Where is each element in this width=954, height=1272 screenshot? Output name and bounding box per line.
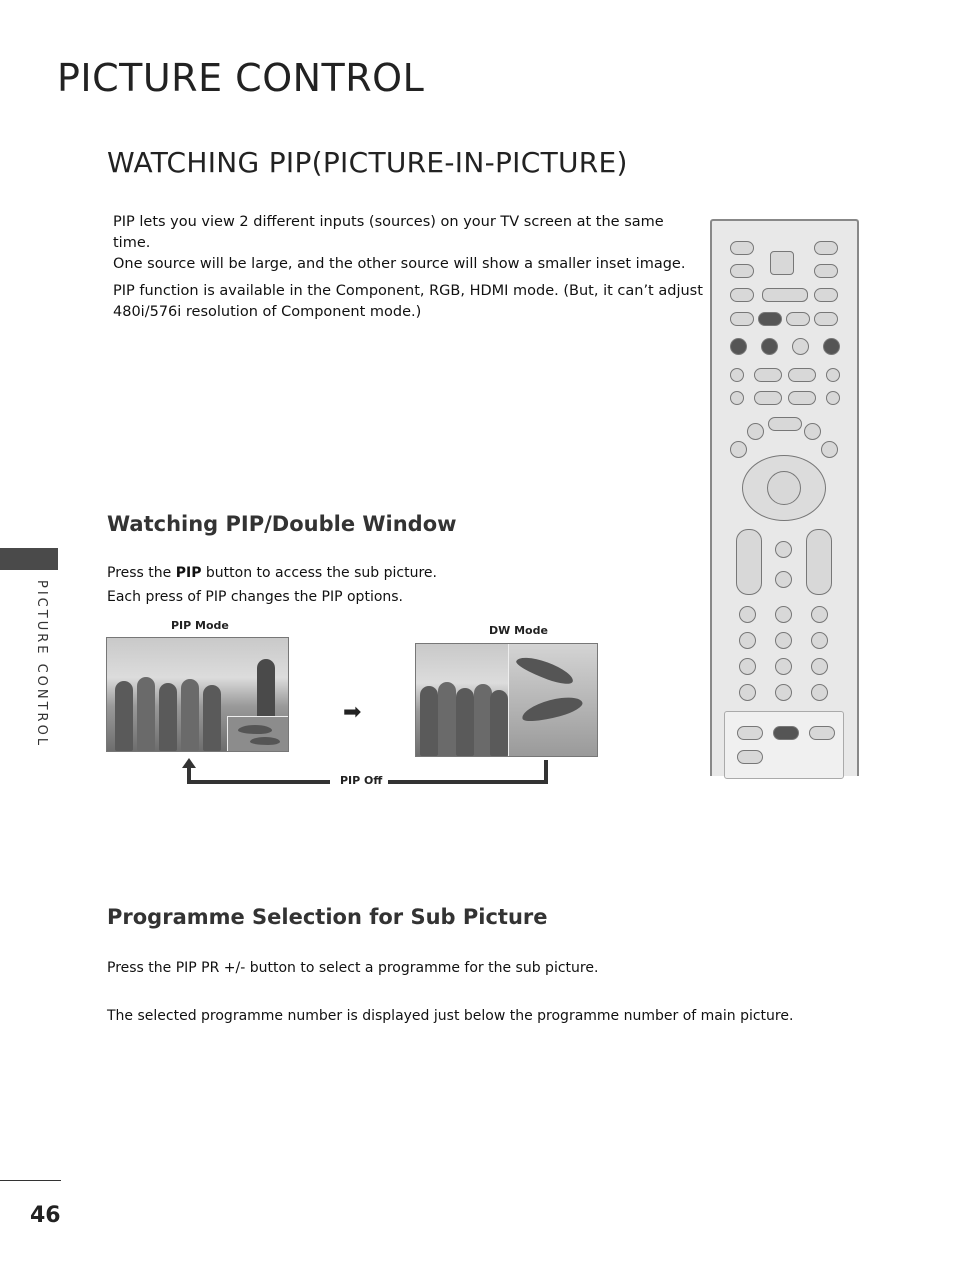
remote-button (814, 288, 838, 302)
number-button (811, 632, 828, 649)
skip-back-button (730, 391, 744, 405)
remote-button (821, 441, 838, 458)
input-button (730, 264, 754, 278)
intro-line: PIP lets you view 2 different inputs (sources) on your TV screen at the same time. (113, 214, 664, 251)
pause-button (788, 368, 816, 382)
remote-button (775, 541, 792, 558)
skip-forward-button (826, 391, 840, 405)
number-button (811, 684, 828, 701)
page-title: PICTURE CONTROL (57, 56, 425, 100)
remote-button (730, 241, 754, 255)
menu-button (768, 417, 802, 431)
remote-button (730, 288, 754, 302)
intro-paragraph-2 (113, 281, 703, 323)
dw-mode-caption: DW Mode (489, 624, 548, 637)
power-button (770, 251, 794, 275)
pip-off-caption: PIP Off (340, 774, 383, 787)
intro-line: One source will be large, and the other source will show a smaller inset image. (113, 256, 686, 272)
pip-input-button (737, 750, 763, 764)
intro-paragraph-1 (113, 212, 703, 275)
remote-button (804, 423, 821, 440)
dw-right-picture (508, 644, 598, 756)
remote-button (730, 441, 747, 458)
number-button (739, 632, 756, 649)
record-button (826, 368, 840, 382)
right-arrow-icon: ➡ (343, 700, 362, 725)
remote-control-illustration (710, 219, 859, 776)
programme-section-title: Programme Selection for Sub Picture (107, 905, 548, 929)
side-tab-label: PICTURE CONTROL (34, 580, 49, 749)
pip-instructions (107, 561, 437, 609)
intro-line: PIP function is available in the Component, RGB, HDMI mode. (But, it can’t adjust (113, 283, 703, 299)
number-button (775, 606, 792, 623)
page-number: 46 (30, 1203, 61, 1228)
pip-section-title: Watching PIP/Double Window (107, 512, 457, 536)
mute-button (775, 571, 792, 588)
number-button (775, 632, 792, 649)
remote-button (730, 312, 754, 326)
rewind-button (754, 391, 782, 405)
pip-button-group (724, 711, 844, 779)
number-button (775, 684, 792, 701)
intro-line: 480i/576i resolution of Component mode.) (113, 304, 422, 320)
pip-instruction-line-1 (107, 561, 437, 585)
remote-button (747, 423, 764, 440)
number-button (739, 684, 756, 701)
pip-mode-caption: PIP Mode (171, 619, 229, 632)
colour-button (730, 338, 747, 355)
volume-rocker (736, 529, 762, 595)
brightness-button (762, 288, 808, 302)
pip-pr-plus-button (809, 726, 835, 740)
pip-instruction-line-2: Each press of PIP changes the PIP options. (107, 589, 404, 605)
colour-button (792, 338, 809, 355)
remote-button (758, 312, 782, 326)
inset-picture (227, 716, 289, 752)
number-button (811, 606, 828, 623)
pip-mode-image (106, 637, 289, 752)
remote-button (786, 312, 810, 326)
text-prefix: Press the (107, 565, 176, 581)
colour-button (761, 338, 778, 355)
footer-rule (0, 1180, 61, 1181)
number-button (775, 658, 792, 675)
fast-forward-button (788, 391, 816, 405)
remote-button (814, 264, 838, 278)
number-button (739, 606, 756, 623)
programme-instruction-2: The selected programme number is displayed just below the programme number of main picture. (107, 1008, 794, 1024)
pip-button (737, 726, 763, 740)
dw-mode-image (415, 643, 598, 757)
programme-rocker (806, 529, 832, 595)
side-tab-marker (0, 548, 58, 570)
section-title: WATCHING PIP(PICTURE-IN-PICTURE) (107, 146, 628, 179)
pip-pr-minus-button (773, 726, 799, 740)
play-button (754, 368, 782, 382)
number-button (739, 658, 756, 675)
text-suffix: button to access the sub picture. (201, 565, 437, 581)
number-button (811, 658, 828, 675)
pip-button-label: PIP (175, 565, 202, 581)
remote-button (814, 312, 838, 326)
dw-left-picture (416, 644, 507, 756)
stop-button (730, 368, 744, 382)
colour-button (823, 338, 840, 355)
remote-button (814, 241, 838, 255)
ok-button (767, 471, 801, 505)
programme-instruction-1: Press the PIP PR +/- button to select a programme for the sub picture. (107, 960, 599, 976)
